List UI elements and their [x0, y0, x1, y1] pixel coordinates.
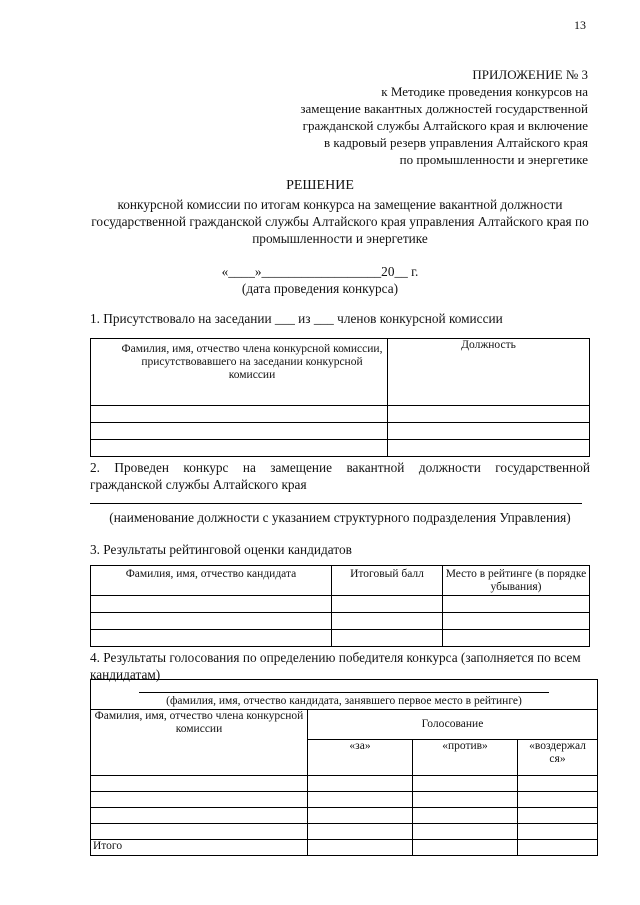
section1-text: 1. Присутствовало на заседании ___ из ___ членов конкурсной комиссии — [90, 311, 503, 326]
appendix-line: ПРИЛОЖЕНИЕ № 3 — [472, 67, 588, 82]
appendix-line: по промышленности и энергетике — [399, 152, 588, 167]
date-line: «____»__________________20__ г. — [221, 264, 419, 279]
table-row — [91, 596, 590, 613]
table-row — [91, 423, 590, 440]
section2-line1: 2. Проведен конкурс на замещение вакантной должности государственной — [90, 460, 590, 475]
table-row — [91, 630, 590, 647]
table-row — [91, 808, 598, 824]
candidate-name-line — [139, 692, 549, 693]
appendix-line: замещение вакантных должностей государственной — [300, 101, 588, 116]
col-score-header: Итоговый балл — [332, 566, 443, 596]
total-row — [91, 840, 598, 856]
col-rank-header: Место в рейтинге (в порядке убывания) — [443, 566, 590, 596]
date-caption: (дата проведения конкурса) — [241, 281, 399, 296]
vote-for-header: «за» — [308, 740, 413, 776]
col-position-header: Должность — [388, 339, 590, 406]
table-row — [91, 613, 590, 630]
col-candidate-header: Фамилия, имя, отчество кандидата — [91, 566, 332, 596]
table-row — [91, 792, 598, 808]
section2-caption: (наименование должности с указанием структурного подразделения Управления) — [109, 510, 571, 525]
candidate-cell — [91, 680, 598, 710]
date-block — [0, 263, 640, 297]
table-row — [91, 824, 598, 840]
section4-text: 4. Результаты голосования по определению победителя конкурса (заполняется по всем кандидатам) — [90, 650, 581, 682]
position-name-line — [90, 503, 582, 504]
appendix-line: в кадровый резерв управления Алтайского края — [324, 135, 588, 150]
col-member-header: Фамилия, имя, отчество члена конкурсной комиссии, присутствовавшего на заседании конкурсной комиссии — [91, 339, 388, 406]
vote-against-header: «против» — [413, 740, 518, 776]
col-vote-header: Голосование — [308, 710, 598, 740]
section2-line2: гражданской службы Алтайского края — [90, 477, 307, 492]
appendix-line: гражданской службы Алтайского края и включение — [302, 118, 588, 133]
table-row — [91, 406, 590, 423]
document-title: РЕШЕНИЕ — [286, 178, 354, 193]
total-label: Итого — [91, 840, 308, 856]
appendix-header — [228, 66, 588, 168]
appendix-line: к Методике проведения конкурсов на — [381, 84, 588, 99]
attendance-table — [90, 338, 590, 457]
col-member-header: Фамилия, имя, отчество члена конкурсной комиссии — [91, 710, 308, 776]
document-subtitle: конкурсной комиссии по итогам конкурса на замещение вакантной должности государственной гражданской службы Алтайского края управления Алтайского края по промышленности и энергетике — [91, 197, 589, 246]
section3-text: 3. Результаты рейтинговой оценки кандидатов — [90, 542, 352, 557]
page-number: 13 — [574, 18, 586, 32]
table-row — [91, 776, 598, 792]
rating-table — [90, 565, 590, 647]
voting-table — [90, 679, 598, 856]
vote-abstain-header: «воздержал ся» — [518, 740, 598, 776]
table-row — [91, 440, 590, 457]
candidate-caption: (фамилия, имя, отчество кандидата, занявшего первое место в рейтинге) — [166, 695, 522, 707]
